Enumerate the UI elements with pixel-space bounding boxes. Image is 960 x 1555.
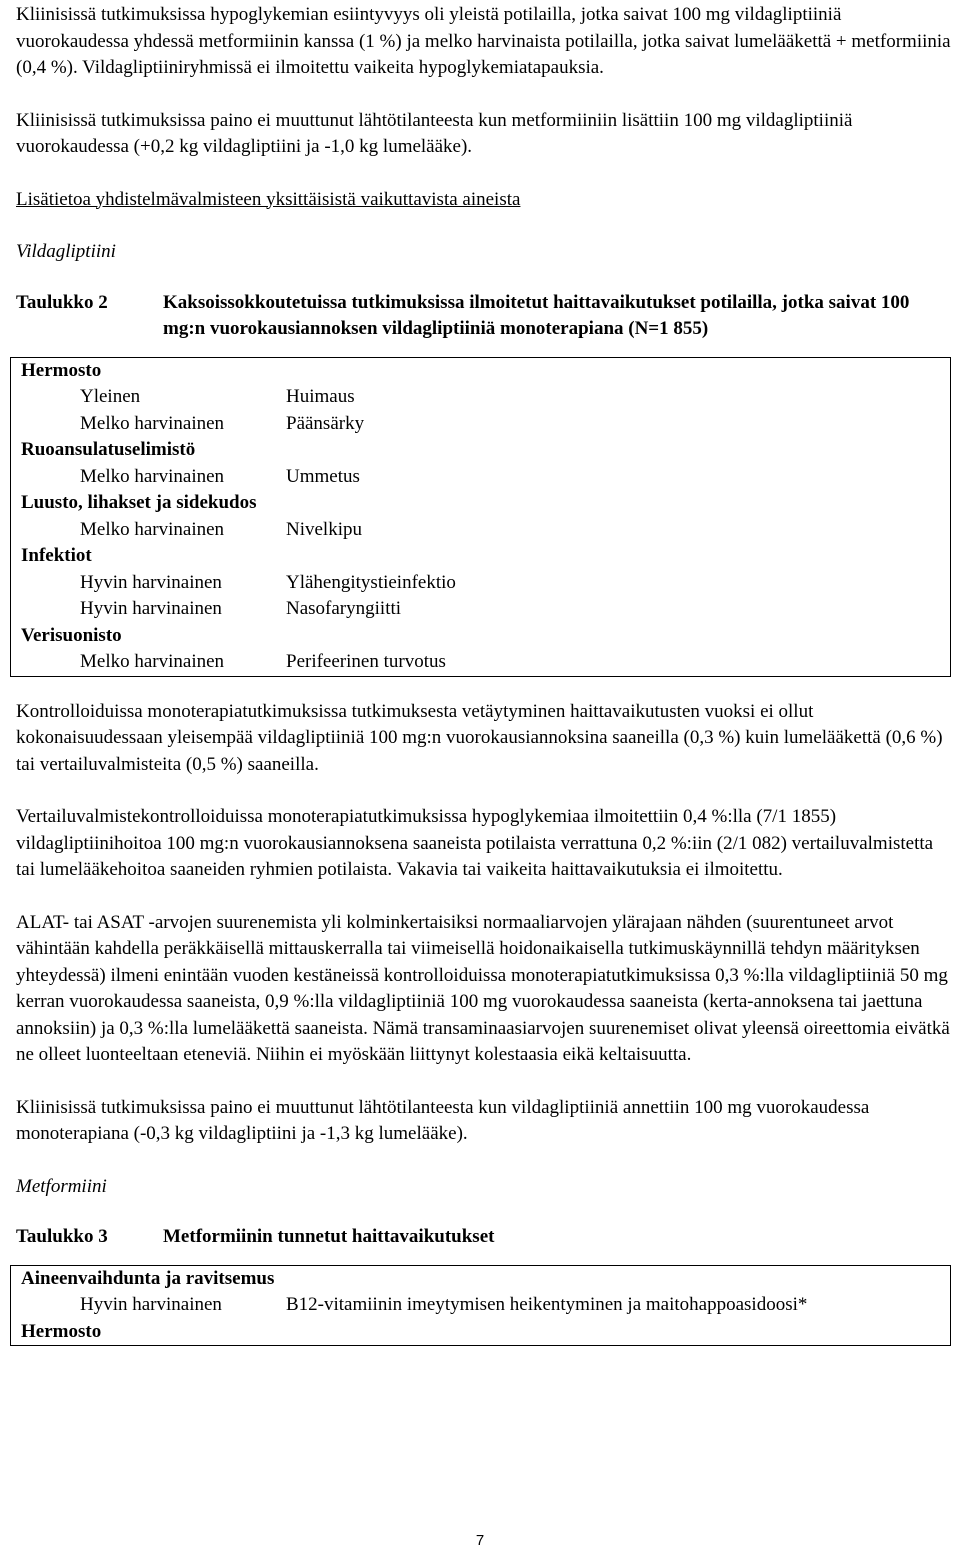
reaction-cell: Nivelkipu [286,518,362,540]
table2-category: Hermosto [21,359,102,381]
reaction-cell: Päänsärky [286,412,365,434]
table2-adverse-reactions [10,357,951,677]
paragraph-hypoglycemia-combination: Kliinisissä tutkimuksissa hypoglykemian esiintyvyys oli yleistä potilailla, jotka saivat 100 mg vildagliptiiniä vuorokaudessa yhdessä metformiinin kanssa (1 %) ja melko harvinaista potilailla, jotka saivat lumelääkettä + metformiinia (0,4 %). Vildagliptiiniryhmissä ei ilmoitettu vaikeita hypoglykemiatapauksia. [16,4,951,78]
table3-category: Hermosto [21,1320,102,1342]
paragraph-hypoglycemia-monotherapy: Vertailuvalmistekontrolloiduissa monoterapiatutkimuksissa hypoglykemiaa ilmoitettiin 0,4 %:lla (7/1 1855) vildagliptiinihoitoa 100 mg:n vuorokausiannoksena saaneista potilaista verrattuna 0,2 %:iin (2/1 082) vertailuvalmistetta tai lumelääkehoitoa saaneiden ryhmien potilaista. Vakavia tai vaikeita haittavaikutuksia ei ilmoitettu. [16,806,934,880]
frequency-cell: Hyvin harvinainen [80,571,222,593]
frequency-cell: Hyvin harvinainen [80,1294,222,1315]
reaction-cell: Ummetus [286,465,360,487]
table2-category: Infektiot [21,545,92,566]
table-row [21,570,940,597]
table-row [21,411,940,438]
paragraph-withdrawal: Kontrolloiduissa monoterapiatutkimuksissa tutkimuksesta vetäytyminen haittavaikutusten vuoksi ei ollut kokonaisuudessaan yleisempää vildagliptiiniä 100 mg:n vuorokausiannoksina saaneilla (0,3 %) kuin lumelääkettä (0,6 %) tai vertailuvalmisteita (0,5 %) saaneilla. [16,700,943,775]
frequency-cell: Hyvin harvinainen [80,598,222,619]
reaction-cell: Nasofaryngiitti [286,598,402,619]
table2-category: Verisuonisto [21,624,122,646]
table-row [21,464,940,491]
frequency-cell: Yleinen [80,386,141,407]
table2-caption [16,290,954,343]
table2-caption-text: Kaksoissokkoutetuissa tutkimuksissa ilmoitetut haittavaikutukset potilailla, jotka saivat 100 mg:n vuorokausiannoksen vildagliptiiniä monoterapiana (N=1 855) [163,291,910,339]
frequency-cell: Melko harvinainen [80,465,225,487]
frequency-cell: Melko harvinainen [80,518,225,540]
table2-category: Ruoansulatuselimistö [21,439,196,460]
document-page [16,2,954,1346]
paragraph-alat-asat: ALAT- tai ASAT -arvojen suurenemista yli kolminkertaisiksi normaaliarvojen ylärajaan nähden (suurentuneet arvot vähintään kahdella peräkkäisellä mittauskerralla tai viimeisellä hoidonaikaisella tutkimuskäynnillä tehdyn määrityksen yhteydessä) ilmeni enintään vuoden kestäneissä kontrolloiduissa monoterapiatutkimuksissa 0,3 %:lla vildagliptiiniä 50 mg kerran vuorokaudessa saaneista, 0,9 %:lla vildagliptiiniä 100 mg vuorokaudessa saaneista (kerta-annoksena tai jaettuna annoksiin) ja 0,3 %:lla lumelääkettä saaneista. Nämä transaminaasiarvojen suurenemiset olivat yleensä oireettomia eivätkä ne olleet luonteeltaan eteneviä. Niihin ei myöskään liittynyt kolestaasia eikä keltaisuutta. [16,911,950,1065]
reaction-cell: Perifeerinen turvotus [286,651,446,672]
subheading-vildagliptin: Vildagliptiini [16,241,116,262]
section-heading: Lisätietoa yhdistelmävalmisteen yksittäisistä vaikuttavista aineista [16,188,521,210]
reaction-cell: Ylähengitystieinfektio [286,571,456,593]
frequency-cell: Melko harvinainen [80,651,225,672]
table2-category: Luusto, lihakset ja sidekudos [21,492,257,513]
table3-caption-text: Metformiinin tunnetut haittavaikutukset [163,1226,495,1247]
table3-adverse-reactions [10,1265,951,1347]
table-row [21,596,940,623]
frequency-cell: Melko harvinainen [80,412,225,434]
table2-label: Taulukko 2 [16,291,108,313]
table-row [21,649,940,676]
table3-caption [16,1224,954,1251]
subheading-metformin: Metformiini [16,1175,107,1197]
table-row [21,384,940,411]
table3-label: Taulukko 3 [16,1226,108,1247]
page-number: 7 [475,1532,485,1549]
paragraph-weight-combination: Kliinisissä tutkimuksissa paino ei muuttunut lähtötilanteesta kun metformiiniin lisättiin 100 mg vildagliptiiniä vuorokaudessa (+0,2 kg vildagliptiini ja -1,0 kg lumelääke). [16,109,853,157]
reaction-cell: Huimaus [286,386,355,407]
table-row [21,517,940,544]
table3-category: Aineenvaihdunta ja ravitsemus [21,1267,275,1289]
reaction-cell: B12-vitamiinin imeytymisen heikentyminen ja maitohappoasidoosi* [286,1294,808,1315]
paragraph-weight-monotherapy: Kliinisissä tutkimuksissa paino ei muuttunut lähtötilanteesta kun vildagliptiiniä annettiin 100 mg vuorokaudessa monoterapiana (-0,3 kg vildagliptiini ja -1,3 kg lumelääke). [16,1096,870,1144]
table-row [21,1292,940,1319]
